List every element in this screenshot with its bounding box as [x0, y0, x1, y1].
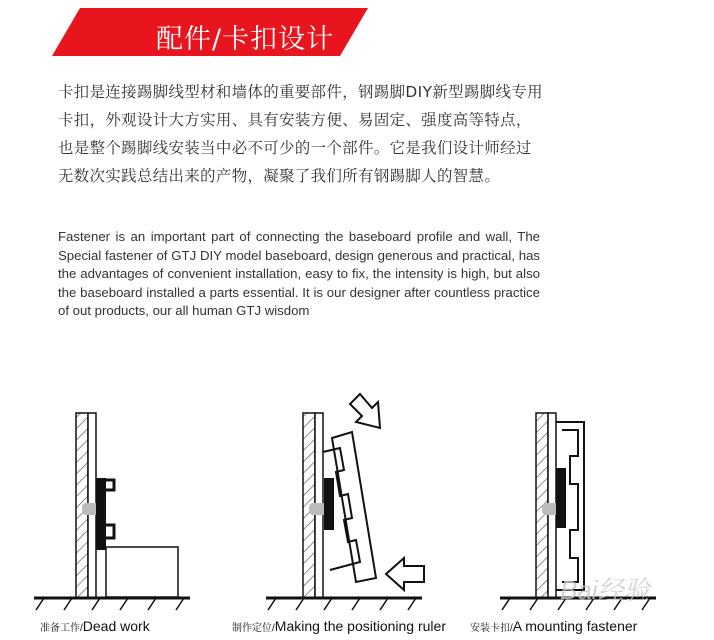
- diagram-positioning-ruler: [266, 394, 424, 610]
- page-title: 配件/卡扣设计: [156, 24, 335, 55]
- caption-cn: 制作定位/: [232, 623, 275, 634]
- caption-dead-work: [40, 618, 150, 634]
- caption-mounting-fastener: [470, 618, 637, 634]
- caption-positioning-ruler: [232, 618, 446, 634]
- diagram-dead-work: [34, 413, 190, 610]
- caption-en: A mounting fastener: [512, 618, 638, 634]
- header-banner: [52, 8, 368, 56]
- watermark: Bai经验: [560, 575, 650, 605]
- english-description: Fastener is an important part of connecting the baseboard profile and wall, The Special fastener of GTJ DIY model baseboard, design generous and practical, has the advantages of convenient installation, easy to fix, the intensity is high, but also the baseboard installed a parts essential. It is our designer after countless practice of out products, our all human GTJ wisdom: [58, 229, 540, 318]
- caption-cn: 安装卡扣/: [470, 623, 513, 634]
- caption-en: Making the positioning ruler: [274, 618, 446, 634]
- caption-cn: 准备工作/: [40, 623, 83, 634]
- caption-en: Dead work: [82, 618, 150, 634]
- chinese-description: 卡扣是连接踢脚线型材和墙体的重要部件，钢踢脚DIY新型踢脚线专用卡扣，外观设计大方实用、具有安装方便、易固定、强度高等特点，也是整个踢脚线安装当中必不可少的一个部件。它是我们设计师经过无数次实践总结出来的产物，凝聚了我们所有钢踢脚人的智慧。: [58, 83, 543, 185]
